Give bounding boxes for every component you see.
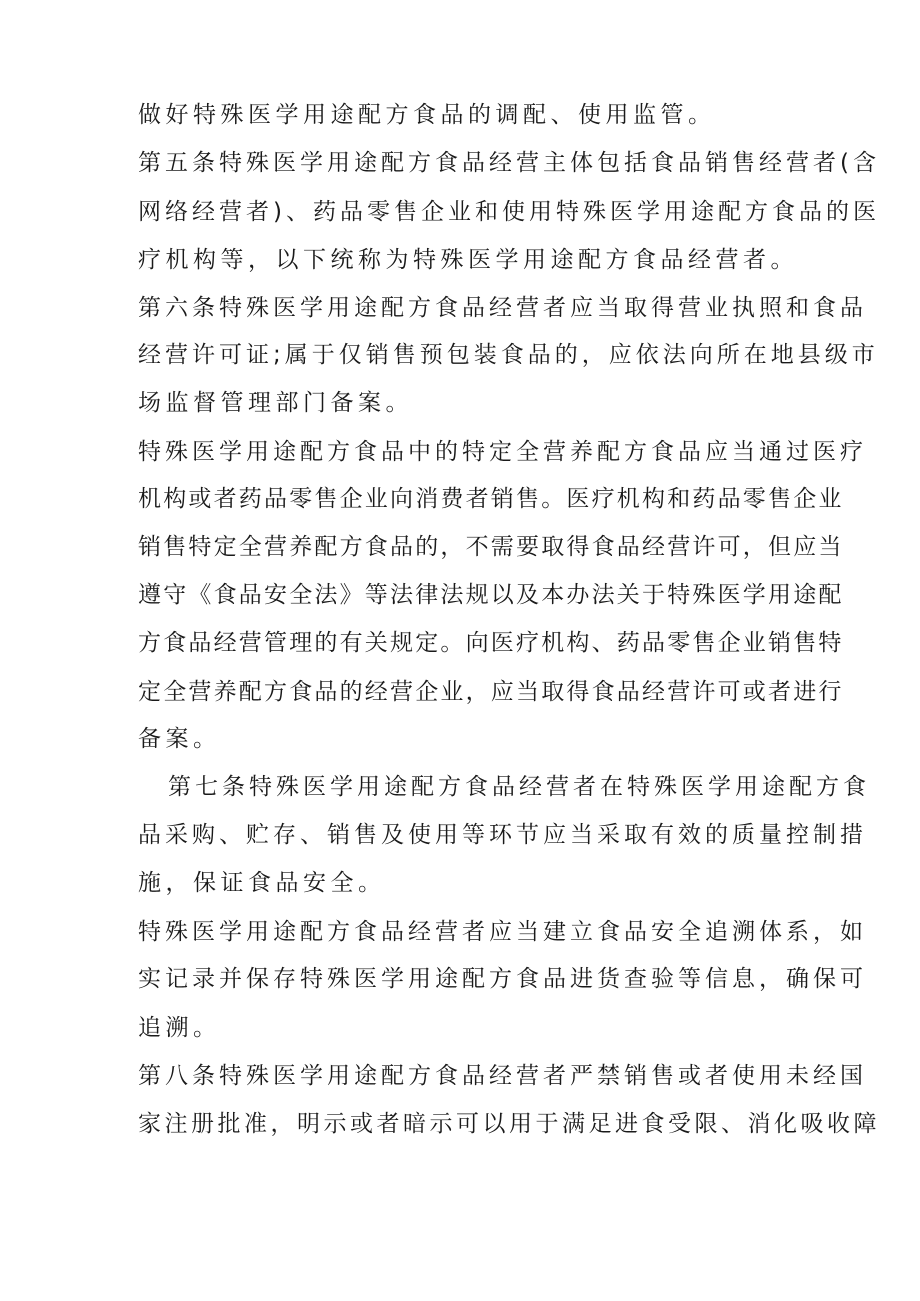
text-line: 疗机构等，以下统称为特殊医学用途配方食品经营者。 bbox=[138, 247, 798, 273]
text-line: 遵守《食品安全法》等法律法规以及本办法关于特殊医学用途配 bbox=[138, 582, 844, 608]
text-line: 机构或者药品零售企业向消费者销售。医疗机构和药品零售企业 bbox=[138, 486, 844, 512]
text-line: 家注册批准，明示或者暗示可以用于满足进食受限、消化吸收障 bbox=[138, 1111, 880, 1137]
text-line: 品采购、贮存、销售及使用等环节应当采取有效的质量控制措 bbox=[138, 822, 867, 848]
text-line: 做好特殊医学用途配方食品的调配、使用监管。 bbox=[138, 102, 716, 128]
text-line: 第八条特殊医学用途配方食品经营者严禁销售或者使用未经国 bbox=[138, 1063, 867, 1089]
text-line: 实记录并保存特殊医学用途配方食品进货查验等信息，确保可 bbox=[138, 966, 867, 992]
text-line: 第六条特殊医学用途配方食品经营者应当取得营业执照和食品 bbox=[138, 295, 867, 321]
text-line: 方食品经营管理的有关规定。向医疗机构、药品零售企业销售特 bbox=[138, 630, 844, 656]
text-line: 场监督管理部门备案。 bbox=[138, 390, 413, 416]
text-line: 特殊医学用途配方食品经营者应当建立食品安全追溯体系，如 bbox=[138, 919, 867, 945]
text-line: 施，保证食品安全。 bbox=[138, 870, 386, 896]
text-line: 经营许可证;属于仅销售预包装食品的，应依法向所在地县级市 bbox=[138, 342, 879, 368]
text-line: 追溯。 bbox=[138, 1015, 221, 1041]
text-line: 销售特定全营养配方食品的，不需要取得食品经营许可，但应当 bbox=[138, 534, 844, 560]
text-line: 备案。 bbox=[138, 726, 221, 752]
text-line: 定全营养配方食品的经营企业，应当取得食品经营许可或者进行 bbox=[138, 679, 844, 705]
text-line: 第七条特殊医学用途配方食品经营者在特殊医学用途配方食 bbox=[168, 774, 870, 800]
text-line: 第五条特殊医学用途配方食品经营主体包括食品销售经营者(含 bbox=[138, 150, 880, 176]
text-line: 特殊医学用途配方食品中的特定全营养配方食品应当通过医疗 bbox=[138, 439, 867, 465]
text-line: 网络经营者)、药品零售企业和使用特殊医学用途配方食品的医 bbox=[138, 199, 880, 225]
